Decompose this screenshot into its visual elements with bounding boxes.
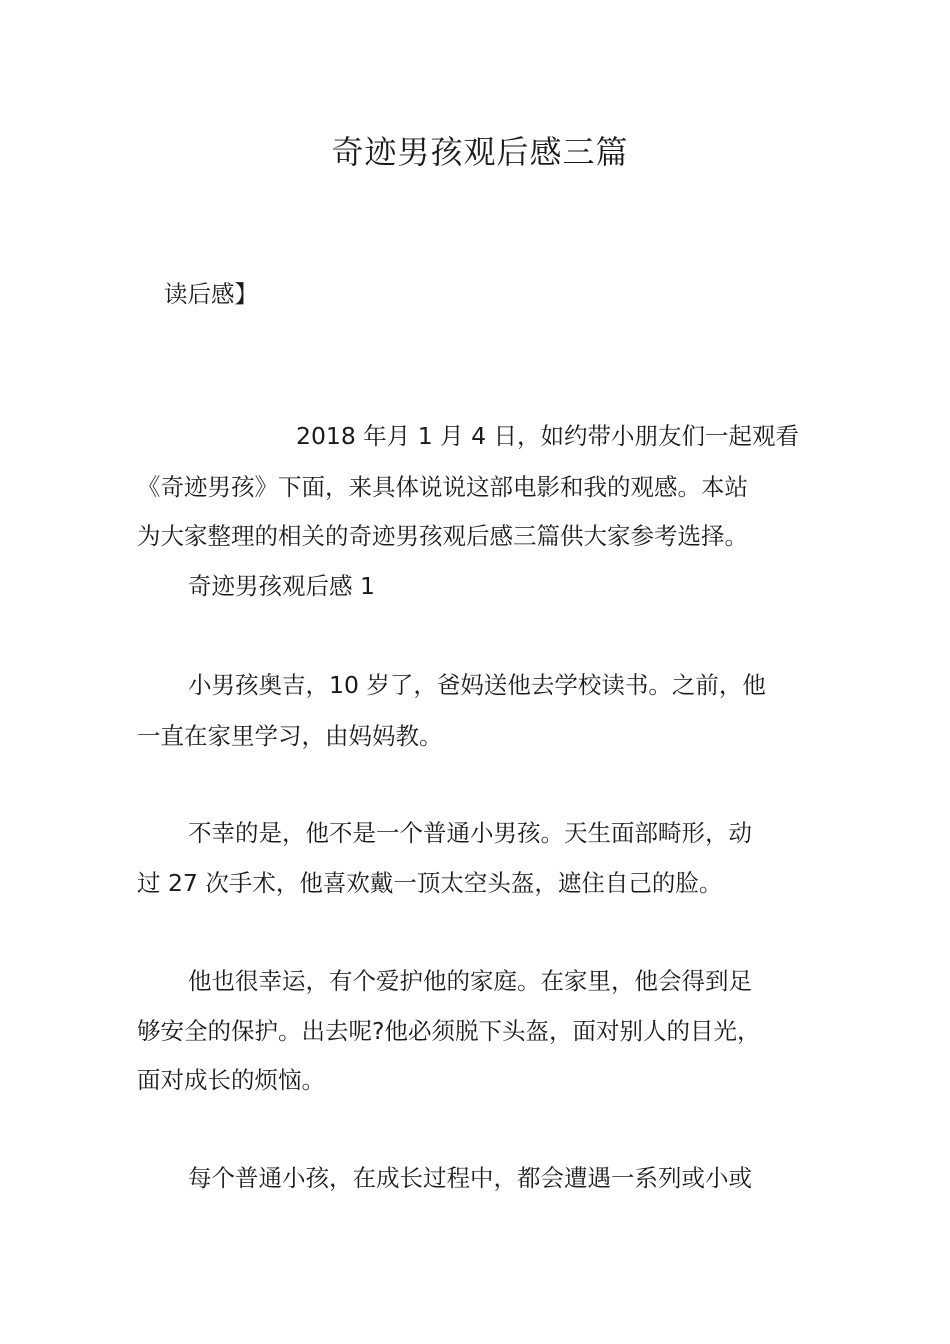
paragraph-line: 他也很幸运，有个爱护他的家庭。在家里，他会得到足 [188, 967, 752, 995]
paragraph-line: 2018 年月 1 月 4 日，如约带小朋友们一起观看 [296, 422, 800, 450]
paragraph-line: 小男孩奥吉，10 岁了，爸妈送他去学校读书。之前，他 [188, 671, 766, 699]
category-label: 读后感】 [164, 280, 258, 308]
paragraph-line: 过 27 次手术，他喜欢戴一顶太空头盔，遮住自己的脸。 [137, 869, 723, 897]
paragraph-line: 不幸的是，他不是一个普通小男孩。天生面部畸形，动 [188, 819, 752, 847]
paragraph-line: 《奇迹男孩》下面，来具体说说这部电影和我的观感。本站 [137, 473, 748, 501]
document-title: 奇迹男孩观后感三篇 [331, 133, 629, 171]
paragraph-line: 每个普通小孩，在成长过程中，都会遭遇一系列或小或 [188, 1164, 752, 1192]
section-heading: 奇迹男孩观后感 1 [188, 572, 375, 600]
paragraph-line: 够安全的保护。出去呢?他必须脱下头盔，面对别人的目光， [137, 1017, 761, 1045]
paragraph-line: 为大家整理的相关的奇迹男孩观后感三篇供大家参考选择。 [137, 522, 748, 550]
paragraph-line: 面对成长的烦恼。 [137, 1066, 325, 1094]
paragraph-line: 一直在家里学习，由妈妈教。 [137, 722, 443, 750]
